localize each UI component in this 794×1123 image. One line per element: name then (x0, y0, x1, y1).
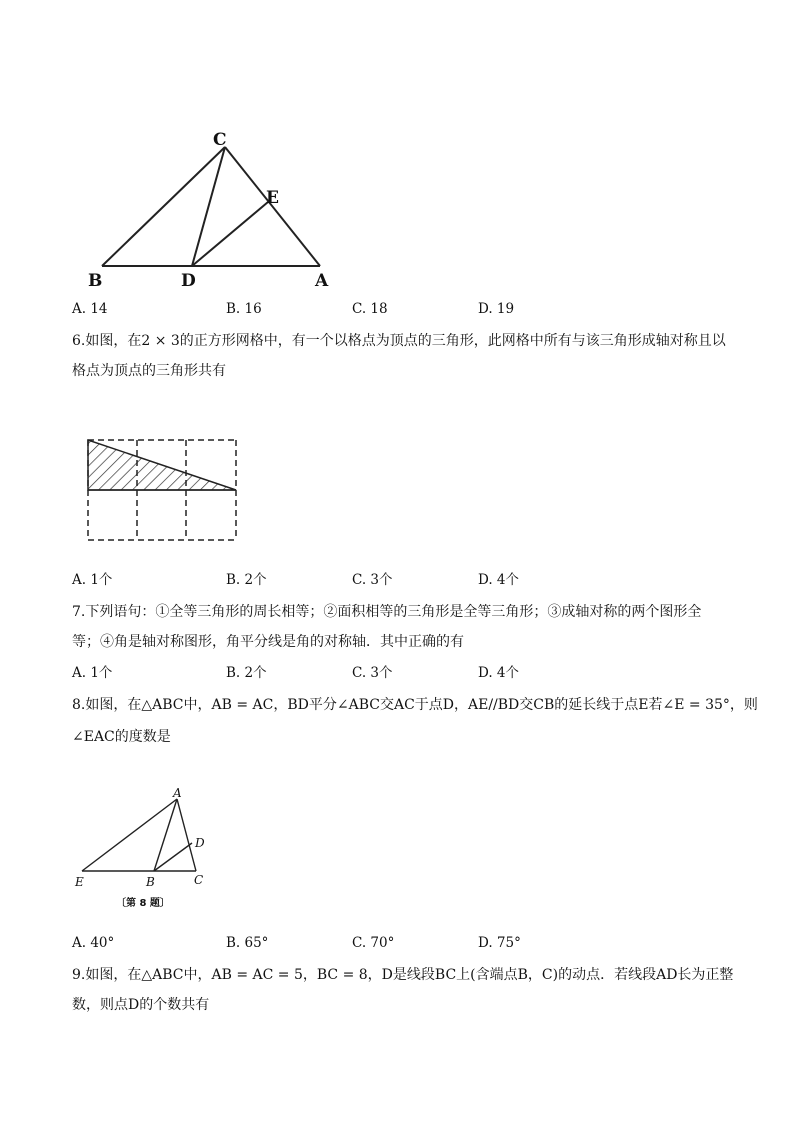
q7-option-a: A. 1个 (72, 665, 113, 681)
q5-label-a: A (315, 271, 329, 291)
q5-label-b: B (88, 271, 103, 291)
q9-text-line-1: 9.如图，在△ABC中，AB = AC = 5，BC = 8，D是线段BC上(含端点B，C)的动点．若线段AD长为正整 (72, 967, 734, 983)
q7-text-line-2: 等；④角是轴对称图形，角平分线是角的对称轴．其中正确的有 (72, 634, 464, 650)
q5-label-d: D (181, 271, 196, 291)
q5-option-d: D. 19 (478, 301, 515, 317)
q8-triangle-figure (70, 784, 220, 914)
q8-label-e: E (75, 875, 84, 889)
q5-label-e: E (266, 188, 279, 208)
q7-option-c: C. 3个 (352, 665, 393, 681)
q6-grid-figure (84, 436, 244, 546)
q6-option-d: D. 4个 (478, 572, 520, 588)
q8-option-b: B. 65° (226, 935, 269, 951)
q8-label-b: B (146, 875, 155, 889)
q6-text-line-1: 6.如图，在2 × 3的正方形网格中，有一个以格点为顶点的三角形，此网格中所有与该三角形成轴对称且以 (72, 333, 726, 349)
q8-figure-caption: 〔第 8 题〕 (116, 898, 170, 909)
q7-text-line-1: 7.下列语句：①全等三角形的周长相等；②面积相等的三角形是全等三角形；③成轴对称的两个图形全 (72, 604, 702, 620)
q7-option-b: B. 2个 (226, 665, 267, 681)
q6-option-a: A. 1个 (72, 572, 113, 588)
q8-label-d: D (195, 836, 205, 850)
q7-option-d: D. 4个 (478, 665, 520, 681)
q5-option-c: C. 18 (352, 301, 388, 317)
q5-triangle-figure (80, 120, 340, 295)
q9-text-line-2: 数，则点D的个数共有 (72, 997, 210, 1013)
q8-option-a: A. 40° (72, 935, 115, 951)
q5-option-a: A. 14 (72, 301, 108, 317)
q5-option-b: B. 16 (226, 301, 262, 317)
q8-option-d: D. 75° (478, 935, 521, 951)
q6-option-c: C. 3个 (352, 572, 393, 588)
q8-option-c: C. 70° (352, 935, 395, 951)
q8-text-line-2: ∠EAC的度数是 (72, 729, 171, 745)
q6-option-b: B. 2个 (226, 572, 267, 588)
q8-label-a: A (173, 786, 182, 800)
q8-text-line-1: 8.如图，在△ABC中，AB = AC，BD平分∠ABC交AC于点D，AE//BD交CB的延长线于点E若∠E = 35°，则 (72, 697, 758, 713)
q8-label-c: C (194, 873, 204, 887)
q5-label-c: C (213, 130, 227, 150)
q6-text-line-2: 格点为顶点的三角形共有 (72, 363, 226, 379)
